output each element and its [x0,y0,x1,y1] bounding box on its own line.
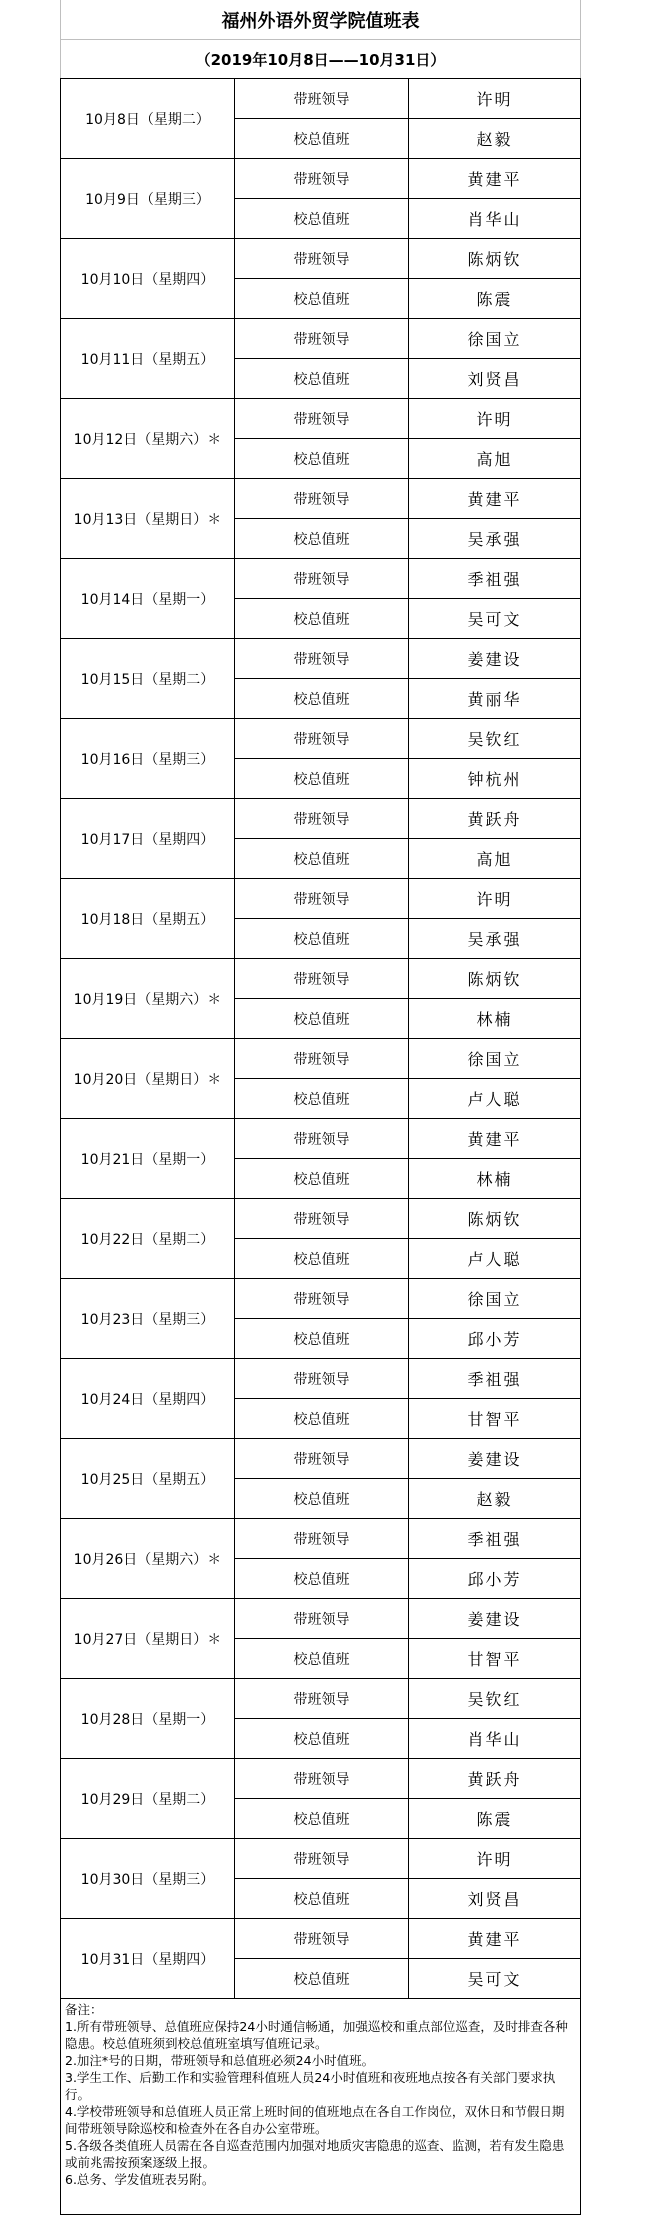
roster-row-leader [61,1439,581,1479]
role-label-duty: 校总值班 [235,1399,409,1439]
role-label-leader: 带班领导 [235,1119,409,1159]
role-label-leader: 带班领导 [235,1199,409,1239]
role-label-duty: 校总值班 [235,1319,409,1359]
leader-name: 徐国立 [409,1279,581,1319]
role-label-leader: 带班领导 [235,799,409,839]
date-cell: 10月20日（星期日）＊ [61,1039,235,1119]
date-cell: 10月22日（星期二） [61,1199,235,1279]
role-label-leader: 带班领导 [235,1839,409,1879]
date-cell: 10月29日（星期二） [61,1759,235,1839]
leader-name: 黄建平 [409,1119,581,1159]
roster-row-leader [61,879,581,919]
roster-row-leader [61,719,581,759]
roster-row-leader [61,639,581,679]
role-label-leader: 带班领导 [235,1519,409,1559]
role-label-duty: 校总值班 [235,839,409,879]
date-cell: 10月10日（星期四） [61,239,235,319]
roster-body [61,79,581,1999]
date-cell: 10月8日（星期二） [61,79,235,159]
role-label-duty: 校总值班 [235,999,409,1039]
roster-row-leader [61,1039,581,1079]
role-label-duty: 校总值班 [235,1079,409,1119]
role-label-leader: 带班领导 [235,1679,409,1719]
role-label-duty: 校总值班 [235,359,409,399]
duty-officer-name: 高旭 [409,839,581,879]
duty-officer-name: 卢人聪 [409,1079,581,1119]
note-item: 2.加注*号的日期，带班领导和总值班必须24小时值班。 [65,2053,375,2068]
role-label-duty: 校总值班 [235,279,409,319]
date-cell: 10月9日（星期三） [61,159,235,239]
role-label-leader: 带班领导 [235,1919,409,1959]
role-label-leader: 带班领导 [235,399,409,439]
role-label-leader: 带班领导 [235,1279,409,1319]
date-cell: 10月11日（星期五） [61,319,235,399]
roster-row-leader [61,959,581,999]
date-cell: 10月12日（星期六）＊ [61,399,235,479]
roster-row-leader [61,479,581,519]
role-label-duty: 校总值班 [235,759,409,799]
role-label-leader: 带班领导 [235,879,409,919]
date-cell: 10月28日（星期一） [61,1679,235,1759]
leader-name: 黄跃舟 [409,799,581,839]
roster-row-leader [61,799,581,839]
duty-roster-sheet [60,0,581,2215]
note-item: 4.学校带班领导和总值班人员正常上班时间的值班地点在各自工作岗位，双休日和节假日期间带班领导除巡校和检查外在各自办公室带班。 [65,2104,565,2136]
role-label-leader: 带班领导 [235,639,409,679]
leader-name: 黄建平 [409,479,581,519]
note-item: 5.各级各类值班人员需在各自巡查范围内加强对地质灾害隐患的巡查、监测，若有发生隐患或前兆需按预案逐级上报。 [65,2138,565,2170]
role-label-duty: 校总值班 [235,1879,409,1919]
note-item: 1.所有带班领导、总值班应保持24小时通信畅通，加强巡校和重点部位巡查，及时排查各种隐患。校总值班须到校总值班室填写值班记录。 [65,2019,568,2051]
duty-officer-name: 邱小芳 [409,1319,581,1359]
leader-name: 姜建设 [409,1439,581,1479]
duty-officer-name: 吴承强 [409,519,581,559]
leader-name: 陈炳钦 [409,239,581,279]
role-label-leader: 带班领导 [235,959,409,999]
leader-name: 黄建平 [409,1919,581,1959]
roster-row-leader [61,1519,581,1559]
roster-row-leader [61,1599,581,1639]
role-label-duty: 校总值班 [235,1639,409,1679]
duty-officer-name: 刘贤昌 [409,359,581,399]
roster-row-leader [61,239,581,279]
role-label-leader: 带班领导 [235,1759,409,1799]
role-label-leader: 带班领导 [235,559,409,599]
leader-name: 吴钦红 [409,719,581,759]
leader-name: 许明 [409,79,581,119]
role-label-leader: 带班领导 [235,79,409,119]
role-label-duty: 校总值班 [235,1959,409,1999]
leader-name: 姜建设 [409,639,581,679]
leader-name: 徐国立 [409,1039,581,1079]
roster-row-leader [61,1759,581,1799]
duty-officer-name: 卢人聪 [409,1239,581,1279]
role-label-leader: 带班领导 [235,719,409,759]
role-label-leader: 带班领导 [235,159,409,199]
date-cell: 10月21日（星期一） [61,1119,235,1199]
duty-officer-name: 刘贤昌 [409,1879,581,1919]
role-label-duty: 校总值班 [235,199,409,239]
note-item: 6.总务、学发值班表另附。 [65,2172,215,2187]
duty-officer-name: 甘智平 [409,1399,581,1439]
duty-officer-name: 陈震 [409,279,581,319]
duty-officer-name: 钟杭州 [409,759,581,799]
date-cell: 10月16日（星期三） [61,719,235,799]
duty-officer-name: 吴可文 [409,1959,581,1999]
leader-name: 季祖强 [409,1359,581,1399]
role-label-leader: 带班领导 [235,319,409,359]
duty-officer-name: 赵毅 [409,1479,581,1519]
leader-name: 吴钦红 [409,1679,581,1719]
leader-name: 许明 [409,879,581,919]
duty-officer-name: 黄丽华 [409,679,581,719]
date-cell: 10月31日（星期四） [61,1919,235,1999]
notes-heading: 备注： [65,2002,103,2017]
role-label-leader: 带班领导 [235,1599,409,1639]
duty-officer-name: 吴可文 [409,599,581,639]
roster-row-leader [61,1199,581,1239]
leader-name: 姜建设 [409,1599,581,1639]
duty-officer-name: 吴承强 [409,919,581,959]
duty-officer-name: 肖华山 [409,199,581,239]
leader-name: 许明 [409,1839,581,1879]
role-label-duty: 校总值班 [235,439,409,479]
note-item: 3.学生工作、后勤工作和实验管理科值班人员24小时值班和夜班地点按各有关部门要求执行。 [65,2070,556,2102]
roster-row-leader [61,1679,581,1719]
roster-row-leader [61,1119,581,1159]
leader-name: 许明 [409,399,581,439]
leader-name: 黄建平 [409,159,581,199]
role-label-duty: 校总值班 [235,1559,409,1599]
roster-row-leader [61,319,581,359]
roster-row-leader [61,79,581,119]
role-label-leader: 带班领导 [235,239,409,279]
role-label-duty: 校总值班 [235,1159,409,1199]
duty-officer-name: 林楠 [409,1159,581,1199]
roster-row-leader [61,1359,581,1399]
duty-officer-name: 甘智平 [409,1639,581,1679]
date-cell: 10月27日（星期日）＊ [61,1599,235,1679]
date-cell: 10月19日（星期六）＊ [61,959,235,1039]
notes-section [60,1998,581,2215]
leader-name: 季祖强 [409,559,581,599]
date-cell: 10月18日（星期五） [61,879,235,959]
date-cell: 10月23日（星期三） [61,1279,235,1359]
date-cell: 10月24日（星期四） [61,1359,235,1439]
duty-officer-name: 林楠 [409,999,581,1039]
date-cell: 10月14日（星期一） [61,559,235,639]
role-label-leader: 带班领导 [235,1439,409,1479]
date-range-subtitle: （2019年10月8日——10月31日） [60,40,581,78]
date-cell: 10月30日（星期三） [61,1839,235,1919]
roster-row-leader [61,399,581,439]
leader-name: 黄跃舟 [409,1759,581,1799]
role-label-duty: 校总值班 [235,1799,409,1839]
role-label-duty: 校总值班 [235,679,409,719]
roster-row-leader [61,559,581,599]
role-label-duty: 校总值班 [235,1239,409,1279]
role-label-duty: 校总值班 [235,119,409,159]
role-label-duty: 校总值班 [235,519,409,559]
roster-row-leader [61,159,581,199]
roster-row-leader [61,1839,581,1879]
role-label-duty: 校总值班 [235,1719,409,1759]
duty-officer-name: 赵毅 [409,119,581,159]
role-label-duty: 校总值班 [235,1479,409,1519]
roster-row-leader [61,1279,581,1319]
page-title: 福州外语外贸学院值班表 [60,0,581,40]
leader-name: 季祖强 [409,1519,581,1559]
leader-name: 徐国立 [409,319,581,359]
roster-row-leader [61,1919,581,1959]
date-cell: 10月13日（星期日）＊ [61,479,235,559]
role-label-leader: 带班领导 [235,1039,409,1079]
date-cell: 10月17日（星期四） [61,799,235,879]
duty-roster-table [60,78,581,1999]
role-label-duty: 校总值班 [235,599,409,639]
duty-officer-name: 肖华山 [409,1719,581,1759]
role-label-duty: 校总值班 [235,919,409,959]
leader-name: 陈炳钦 [409,959,581,999]
date-cell: 10月15日（星期二） [61,639,235,719]
duty-officer-name: 邱小芳 [409,1559,581,1599]
date-cell: 10月25日（星期五） [61,1439,235,1519]
role-label-leader: 带班领导 [235,1359,409,1399]
role-label-leader: 带班领导 [235,479,409,519]
duty-officer-name: 陈震 [409,1799,581,1839]
date-cell: 10月26日（星期六）＊ [61,1519,235,1599]
duty-officer-name: 高旭 [409,439,581,479]
leader-name: 陈炳钦 [409,1199,581,1239]
